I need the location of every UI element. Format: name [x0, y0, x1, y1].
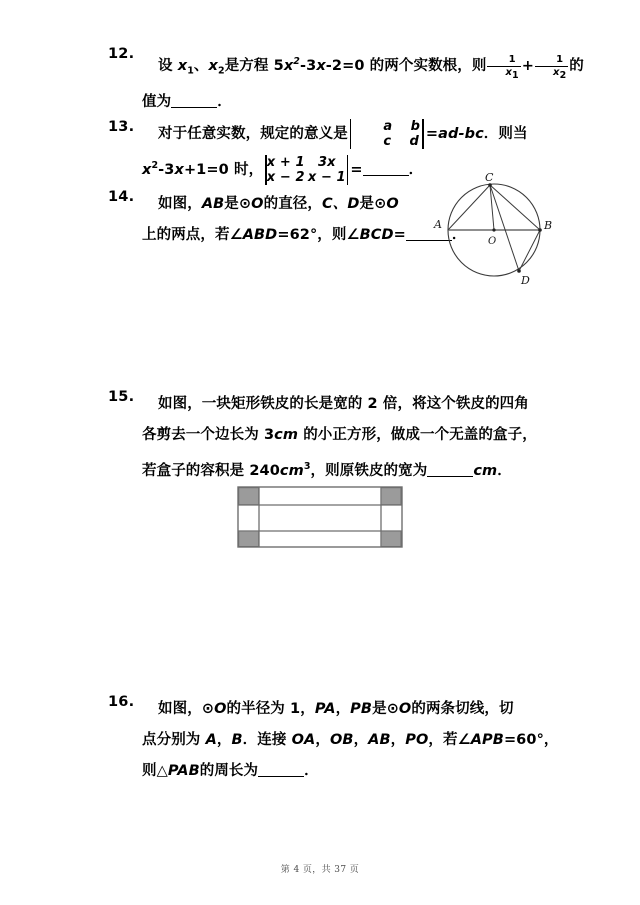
q15-unit-cm: cm: [274, 427, 299, 443]
point-d-dot: [517, 269, 521, 273]
q12-sub-2: 2: [217, 65, 225, 77]
question-12-line-2: [142, 87, 563, 118]
q13-period: ．: [408, 161, 424, 178]
question-13-line-1: [142, 119, 563, 150]
q14-circle-o-2: O: [386, 196, 399, 212]
q13-text-d: ．则当: [483, 126, 528, 142]
q15-text-c: 若盒子的容积是 240: [142, 462, 280, 479]
question-16-number: 16.: [108, 694, 135, 710]
q13-text-a: 对于任意实数，规定的意义是: [158, 126, 348, 142]
q16-text-if-angle: ，若∠: [428, 732, 471, 748]
q16-text-c: 是⊙: [372, 701, 399, 717]
question-14-line-1: [142, 189, 438, 220]
q13-text-when: +1=0 时，: [183, 161, 264, 178]
question-12-body: [142, 46, 584, 118]
q16-text-connect: ．连接: [242, 732, 292, 748]
q16-comma-1: ，: [335, 701, 351, 717]
q12-text-d: -3: [300, 57, 317, 74]
q12-text-value: 值为: [142, 93, 172, 110]
q12-frac1-numerator: 1: [508, 53, 516, 65]
q16-comma-4: ，: [353, 732, 369, 748]
q13-expression: ad-bc: [438, 126, 484, 142]
q16-text-a: 如图，⊙: [158, 701, 215, 717]
q16-answer-blank[interactable]: [258, 776, 304, 777]
q12-plus: +: [521, 57, 535, 74]
question-14: [108, 189, 467, 251]
question-15-line-1: 如图，一块矩形铁皮的长是宽的 2 倍，将这个铁皮的四角: [158, 396, 529, 412]
q14-text-a: 如图，: [158, 196, 202, 212]
q14-text-f: =62°，则∠: [277, 227, 360, 243]
q12-text-e: -2=0 的两个实数根，则: [325, 57, 487, 74]
q16-text-triangle: 则△: [142, 763, 168, 779]
q16-text-perimeter: 的周长为: [199, 763, 259, 779]
q12-frac1-denominator: [487, 68, 520, 81]
q16-angle-value: =60°，: [503, 732, 559, 748]
q13-answer-blank[interactable]: [363, 175, 409, 176]
q13-det-a: a: [383, 119, 393, 134]
q13-det2-row-1: [267, 155, 347, 170]
sheet-outline: [238, 487, 402, 547]
q15-period: ．: [497, 462, 512, 479]
question-15-line-2: [142, 420, 563, 451]
q13-det-row-1: [351, 119, 422, 134]
q16-triangle-pab: PAB: [167, 763, 200, 779]
q16-text-e: 点分别为: [142, 732, 206, 748]
q12-fraction-2: [535, 55, 568, 81]
q12-frac2-bar: [535, 66, 568, 67]
q16-comma-5: ，: [390, 732, 406, 748]
q16-comma-3: ，: [315, 732, 330, 748]
q12-text-c: 是方程 5: [224, 57, 284, 74]
label-c: C: [485, 172, 494, 184]
q13-det2-r1c2: 3x: [317, 154, 336, 170]
q13-det-right-bar: [422, 119, 424, 149]
q16-point-b: B: [231, 732, 243, 748]
corner-square-bottom-left: [239, 531, 259, 547]
q14-equals: =: [393, 227, 406, 243]
q14-text-d: 是⊙: [359, 196, 387, 212]
q14-segment-ab: AB: [201, 196, 225, 212]
q13-det-b: b: [410, 119, 420, 134]
q14-text-c: 的直径，: [263, 196, 322, 212]
question-16: [108, 694, 563, 787]
page-footer: 第 4 页，共 37 页: [280, 865, 360, 875]
question-14-line-2: [142, 220, 467, 251]
q13-det2-cells: [267, 155, 347, 185]
q16-text-b: 的半径为 1，: [226, 701, 315, 717]
chord-bd: [519, 230, 540, 271]
question-14-body: [142, 189, 467, 251]
q15-text-b: 的小正方形，做成一个无盖的盒子，: [298, 427, 537, 443]
q16-segment-ab: AB: [368, 732, 391, 748]
q13-var-x: x: [142, 161, 152, 178]
question-16-line-1: [142, 694, 563, 725]
q16-circle-o: O: [214, 701, 227, 717]
question-16-line-2: [142, 725, 563, 756]
circle-diagram-svg: [424, 172, 560, 288]
q12-frac2-den-sub: 2: [559, 69, 567, 81]
q12-var-x1: x: [177, 57, 188, 74]
q12-frac1-den-sub: 1: [512, 69, 519, 81]
q13-equals-2: =: [350, 161, 363, 178]
label-b: B: [544, 219, 553, 232]
q12-period: ．: [217, 93, 232, 110]
q12-text-a: 设: [158, 57, 178, 74]
question-16-body: [142, 694, 563, 787]
question-15: [108, 389, 563, 487]
q13-det2-r1c1: x + 1: [266, 154, 305, 170]
q12-var-x: x: [283, 57, 294, 74]
q13-det-row-2: [351, 134, 422, 149]
q16-angle-apb: APB: [470, 732, 504, 748]
q12-answer-blank[interactable]: [171, 107, 217, 108]
question-16-line-3: [142, 756, 563, 787]
question-15-number: 15.: [108, 389, 135, 405]
q14-text-b: 是⊙: [224, 196, 252, 212]
q12-frac2-den-var: x: [553, 66, 560, 78]
q16-segment-pb: PB: [350, 701, 373, 717]
corner-square-top-left: [239, 488, 259, 505]
question-12-number: 12.: [108, 46, 135, 62]
q13-determinant-expression: [263, 155, 350, 185]
q12-exponent: 2: [293, 56, 301, 67]
q15-exponent-3: 3: [303, 461, 311, 472]
label-a: A: [434, 218, 442, 231]
question-12: [108, 46, 584, 118]
q13-det2-row-2: [267, 170, 347, 185]
corner-square-top-right: [381, 488, 401, 505]
q14-period: ．: [451, 227, 467, 243]
q12-sub-1: 1: [187, 65, 194, 77]
q16-circle-o-2: O: [398, 701, 412, 717]
label-d: D: [521, 274, 530, 287]
q13-var-x2: x: [174, 161, 184, 178]
rectangle-diagram: [237, 486, 403, 548]
question-14-number: 14.: [108, 189, 135, 205]
q12-var-x3: x: [316, 57, 326, 74]
question-15-line-3: [142, 451, 563, 487]
q15-answer-blank[interactable]: [427, 476, 473, 477]
q16-period: ．: [304, 763, 319, 779]
circle-diagram: [424, 172, 560, 288]
q15-unit-cm-3: cm: [473, 462, 498, 479]
q13-determinant-abcd: [348, 119, 426, 149]
point-b-dot: [538, 228, 542, 232]
q13-det2-r2c2: x − 1: [307, 169, 346, 185]
q13-exponent: 2: [151, 160, 159, 171]
q13-det-cells: [351, 119, 422, 149]
q16-point-a: A: [205, 732, 217, 748]
q13-text-minus3: -3: [158, 161, 175, 178]
q16-segment-oa: OA: [291, 732, 316, 748]
label-o: O: [488, 236, 497, 247]
corner-square-bottom-right: [381, 531, 401, 547]
q14-points-cd: C、D: [322, 196, 360, 212]
q14-angle-bcd: BCD: [359, 227, 394, 243]
q15-text-d: ，则原铁皮的宽为: [310, 462, 428, 479]
q16-segment-po: PO: [405, 732, 429, 748]
q16-segment-pa: PA: [314, 701, 336, 717]
q13-equals: =: [425, 126, 439, 142]
question-13-number: 13.: [108, 119, 135, 135]
q15-text-a: 各剪去一个边长为 3: [142, 427, 275, 443]
q12-text-b: 、: [193, 57, 209, 74]
q14-text-e: 上的两点，若∠: [142, 227, 243, 243]
q13-det-d: d: [409, 134, 419, 149]
q16-segment-ob: OB: [329, 732, 354, 748]
q13-det2-right-bar: [347, 155, 349, 185]
q12-frac1-den-var: x: [505, 66, 513, 78]
q13-det2-r2c1: x − 2: [266, 169, 305, 185]
q16-comma-2: ，: [216, 732, 232, 748]
q16-text-d: 的两条切线，切: [411, 701, 514, 717]
question-15-body: [142, 389, 563, 487]
q15-unit-cm-2: cm: [279, 462, 304, 479]
q14-circle-o: O: [251, 196, 264, 212]
q12-frac2-denominator: [535, 68, 568, 81]
q14-angle-abd: ABD: [242, 227, 278, 243]
q12-fraction-1: [487, 55, 520, 81]
q13-det-c: c: [383, 134, 392, 149]
q12-text-f: 的: [569, 57, 584, 74]
q12-var-x2: x: [208, 57, 218, 74]
rectangle-diagram-svg: [237, 486, 403, 548]
question-12-line-1: [142, 46, 584, 87]
q12-frac2-numerator: 1: [556, 53, 564, 65]
point-o-dot: [492, 228, 495, 231]
